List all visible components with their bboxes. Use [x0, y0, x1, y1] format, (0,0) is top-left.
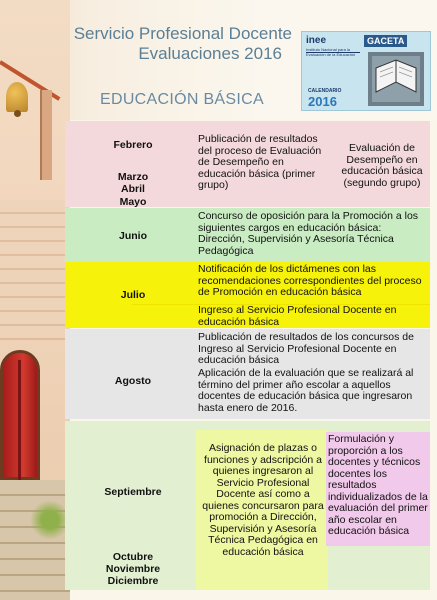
month-marzo: Marzo [117, 171, 149, 183]
door-divider [18, 360, 21, 480]
month-septiembre: Septiembre [104, 486, 162, 498]
month-diciembre: Diciembre [107, 575, 159, 587]
month-abril: Abril [121, 183, 145, 195]
page-title-line2: Evaluaciones 2016 [138, 44, 282, 63]
event-publicacion-ingreso: Publicación de resultados de los concursos de Ingreso al Servicio Profesional Docente en educación básica [198, 331, 414, 366]
event-ingreso-spd: Ingreso al Servicio Profesional Docente en educación básica [198, 304, 397, 328]
event-concurso-promocion: Concurso de oposición para la Promoción a los siguientes cargos en educación básica: Dirección, Supervisión y Asesoría Técnica Pedagógica [198, 210, 419, 257]
calendar-year: 2016 [308, 94, 337, 109]
bell-clapper [14, 110, 21, 117]
tower-pillar [40, 90, 52, 180]
event-notificacion-dictamenes: Notificación de los dictámenes con las recomendaciones correspondientes del proceso de Promoción en educación básica [198, 263, 422, 298]
inee-subtitle: Instituto Nacional para la Evaluación de la Educación [306, 47, 356, 57]
section-title: EDUCACIÓN BÁSICA [100, 91, 264, 108]
month-mayo: Mayo [119, 196, 147, 208]
stone-steps [0, 480, 70, 600]
gaceta-logo [301, 31, 431, 111]
event-asignacion-plazas: Asignación de plazas o funciones y adscripción a quienes ingresaron al Servicio Profesional Docente así como a quienes concursaron para promoción a Dirección, Supervisión y Asesoría Técnica Pedagógica en educación básica [202, 442, 324, 558]
brick-wall [0, 200, 70, 340]
page-title-line1: Servicio Profesional Docente [73, 24, 292, 43]
event-publicacion-desempeno: Publicación de resultados del proceso de Evaluación de Desempeño en educación básica (primer grupo) [198, 133, 322, 191]
month-febrero: Febrero [113, 139, 153, 151]
grass-patch [30, 500, 70, 540]
event-evaluacion-desempeno: Evaluación de Desempeño en educación básica (segundo grupo) [341, 142, 423, 189]
month-octubre: Octubre [112, 551, 154, 563]
month-junio: Junio [119, 230, 147, 242]
event-formulacion-resultados: Formulación y proporción a los docentes y técnicos docentes los resultados individualizados de la evaluación del primer año escolar en educación básica [328, 433, 428, 537]
gaceta-badge: GACETA [364, 35, 407, 47]
bell-icon [6, 82, 28, 112]
month-julio: Julio [120, 289, 146, 301]
calendar-label: CALENDARIO [308, 88, 342, 94]
month-agosto: Agosto [114, 375, 152, 387]
open-book-icon [368, 52, 424, 106]
event-aplicacion-evaluacion: Aplicación de la evaluación que se realizará al término del primer año escolar a aquellos docentes de educación básica que ingresaron hasta enero de 2016. [198, 367, 414, 414]
inee-logo-text: inee [306, 35, 327, 46]
month-noviembre: Noviembre [105, 563, 161, 575]
